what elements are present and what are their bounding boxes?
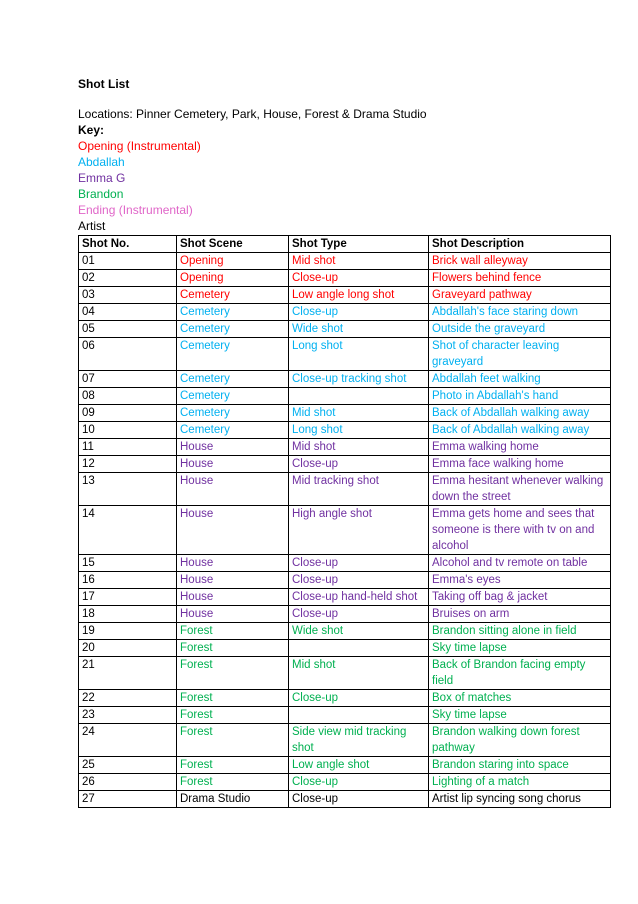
- shot-number-cell: 19: [79, 623, 177, 640]
- table-row: [79, 321, 611, 338]
- shot-scene-cell: Forest: [177, 757, 289, 774]
- key-item: Ending (Instrumental): [78, 203, 193, 217]
- shot-description-cell: Emma walking home: [429, 439, 611, 456]
- table-row: [79, 338, 611, 371]
- shot-number-cell: 11: [79, 439, 177, 456]
- shot-description-cell: Flowers behind fence: [429, 270, 611, 287]
- shot-description-cell: Bruises on arm: [429, 606, 611, 623]
- shot-scene-cell: Forest: [177, 690, 289, 707]
- shot-description-cell: Brandon sitting alone in field: [429, 623, 611, 640]
- shot-number-cell: 02: [79, 270, 177, 287]
- shot-description-cell: Sky time lapse: [429, 640, 611, 657]
- table-row: [79, 422, 611, 439]
- shot-number-cell: 10: [79, 422, 177, 439]
- header-shot-type: Shot Type: [289, 236, 429, 253]
- shot-description-cell: Graveyard pathway: [429, 287, 611, 304]
- shot-type-cell: Low angle long shot: [289, 287, 429, 304]
- shot-number-cell: 25: [79, 757, 177, 774]
- shot-description-cell: Abdallah feet walking: [429, 371, 611, 388]
- table-row: [79, 707, 611, 724]
- shot-scene-cell: Cemetery: [177, 388, 289, 405]
- shot-scene-cell: Cemetery: [177, 287, 289, 304]
- shot-type-cell: Wide shot: [289, 321, 429, 338]
- table-row: [79, 724, 611, 757]
- table-row: [79, 589, 611, 606]
- header-shot-scene: Shot Scene: [177, 236, 289, 253]
- shot-scene-cell: House: [177, 572, 289, 589]
- shot-scene-cell: Cemetery: [177, 321, 289, 338]
- shot-number-cell: 22: [79, 690, 177, 707]
- shot-number-cell: 27: [79, 791, 177, 808]
- shot-description-cell: Lighting of a match: [429, 774, 611, 791]
- key-item: Opening (Instrumental): [78, 139, 201, 153]
- table-row: [79, 555, 611, 572]
- shot-description-cell: Abdallah's face staring down: [429, 304, 611, 321]
- shot-description-cell: Shot of character leaving graveyard: [429, 338, 611, 371]
- shot-type-cell: Mid tracking shot: [289, 473, 429, 506]
- shot-number-cell: 20: [79, 640, 177, 657]
- shot-type-cell: Close-up: [289, 606, 429, 623]
- shot-number-cell: 01: [79, 253, 177, 270]
- shot-number-cell: 13: [79, 473, 177, 506]
- shot-scene-cell: House: [177, 473, 289, 506]
- header-shot-no: Shot No.: [79, 236, 177, 253]
- shot-scene-cell: Forest: [177, 657, 289, 690]
- shot-description-cell: Outside the graveyard: [429, 321, 611, 338]
- shot-type-cell: Close-up: [289, 456, 429, 473]
- header-shot-description: Shot Description: [429, 236, 611, 253]
- shot-number-cell: 05: [79, 321, 177, 338]
- shot-type-cell: Close-up: [289, 270, 429, 287]
- table-row: [79, 439, 611, 456]
- shot-number-cell: 23: [79, 707, 177, 724]
- table-row: [79, 388, 611, 405]
- shot-number-cell: 17: [79, 589, 177, 606]
- shot-scene-cell: House: [177, 456, 289, 473]
- shot-type-cell: Low angle shot: [289, 757, 429, 774]
- shot-description-cell: Back of Abdallah walking away: [429, 422, 611, 439]
- shot-description-cell: Alcohol and tv remote on table: [429, 555, 611, 572]
- table-row: [79, 405, 611, 422]
- shot-description-cell: Emma's eyes: [429, 572, 611, 589]
- shot-scene-cell: House: [177, 439, 289, 456]
- shot-description-cell: Brandon walking down forest pathway: [429, 724, 611, 757]
- table-row: [79, 690, 611, 707]
- key-item: Emma G: [78, 171, 126, 185]
- shot-scene-cell: Drama Studio: [177, 791, 289, 808]
- table-row: [79, 757, 611, 774]
- shot-type-cell: Close-up: [289, 791, 429, 808]
- shot-description-cell: Brick wall alleyway: [429, 253, 611, 270]
- table-row: [79, 657, 611, 690]
- shot-description-cell: Emma face walking home: [429, 456, 611, 473]
- key-item: Artist: [78, 219, 106, 233]
- key-item: Brandon: [78, 187, 124, 201]
- table-row: [79, 506, 611, 555]
- shot-scene-cell: House: [177, 506, 289, 555]
- shot-description-cell: Taking off bag & jacket: [429, 589, 611, 606]
- table-row: [79, 253, 611, 270]
- shot-scene-cell: Cemetery: [177, 371, 289, 388]
- table-row: [79, 623, 611, 640]
- shot-type-cell: Mid shot: [289, 657, 429, 690]
- document-title: Shot List: [78, 77, 130, 91]
- shot-type-cell: [289, 707, 429, 724]
- shot-type-cell: Mid shot: [289, 439, 429, 456]
- table-row: [79, 287, 611, 304]
- shot-type-cell: Close-up hand-held shot: [289, 589, 429, 606]
- shot-scene-cell: House: [177, 589, 289, 606]
- shot-type-cell: Long shot: [289, 338, 429, 371]
- locations-line: Locations: Pinner Cemetery, Park, House, Forest & Drama Studio: [78, 107, 427, 121]
- table-header-row: [79, 236, 611, 253]
- shot-type-cell: Wide shot: [289, 623, 429, 640]
- table-row: [79, 640, 611, 657]
- shot-number-cell: 26: [79, 774, 177, 791]
- shot-description-cell: Back of Abdallah walking away: [429, 405, 611, 422]
- shot-type-cell: High angle shot: [289, 506, 429, 555]
- shot-scene-cell: Cemetery: [177, 304, 289, 321]
- shot-type-cell: Close-up tracking shot: [289, 371, 429, 388]
- shot-type-cell: [289, 640, 429, 657]
- shot-description-cell: Artist lip syncing song chorus: [429, 791, 611, 808]
- shot-scene-cell: Cemetery: [177, 338, 289, 371]
- shot-description-cell: Emma hesitant whenever walking down the street: [429, 473, 611, 506]
- shot-scene-cell: Forest: [177, 724, 289, 757]
- shot-type-cell: Close-up: [289, 304, 429, 321]
- shot-type-cell: Long shot: [289, 422, 429, 439]
- shot-number-cell: 06: [79, 338, 177, 371]
- table-row: [79, 774, 611, 791]
- shot-number-cell: 08: [79, 388, 177, 405]
- shot-scene-cell: Cemetery: [177, 422, 289, 439]
- shot-scene-cell: House: [177, 555, 289, 572]
- shot-number-cell: 14: [79, 506, 177, 555]
- shot-description-cell: Back of Brandon facing empty field: [429, 657, 611, 690]
- shot-list-table: [78, 235, 611, 808]
- shot-scene-cell: Opening: [177, 270, 289, 287]
- shot-scene-cell: Forest: [177, 707, 289, 724]
- shot-type-cell: Mid shot: [289, 253, 429, 270]
- shot-type-cell: [289, 388, 429, 405]
- shot-scene-cell: Forest: [177, 774, 289, 791]
- table-row: [79, 270, 611, 287]
- shot-scene-cell: Opening: [177, 253, 289, 270]
- shot-type-cell: Side view mid tracking shot: [289, 724, 429, 757]
- key-label: Key:: [78, 123, 105, 137]
- shot-description-cell: Sky time lapse: [429, 707, 611, 724]
- shot-description-cell: Emma gets home and sees that someone is there with tv on and alcohol: [429, 506, 611, 555]
- key-legend: [78, 138, 613, 234]
- shot-number-cell: 15: [79, 555, 177, 572]
- shot-type-cell: Close-up: [289, 555, 429, 572]
- shot-number-cell: 03: [79, 287, 177, 304]
- shot-type-cell: Mid shot: [289, 405, 429, 422]
- shot-number-cell: 04: [79, 304, 177, 321]
- shot-number-cell: 12: [79, 456, 177, 473]
- shot-description-cell: Box of matches: [429, 690, 611, 707]
- shot-scene-cell: Forest: [177, 623, 289, 640]
- shot-type-cell: Close-up: [289, 572, 429, 589]
- table-row: [79, 791, 611, 808]
- shot-description-cell: Brandon staring into space: [429, 757, 611, 774]
- shot-number-cell: 24: [79, 724, 177, 757]
- shot-number-cell: 09: [79, 405, 177, 422]
- shot-number-cell: 21: [79, 657, 177, 690]
- shot-scene-cell: Cemetery: [177, 405, 289, 422]
- shot-type-cell: Close-up: [289, 690, 429, 707]
- shot-description-cell: Photo in Abdallah's hand: [429, 388, 611, 405]
- shot-number-cell: 16: [79, 572, 177, 589]
- shot-number-cell: 07: [79, 371, 177, 388]
- shot-scene-cell: House: [177, 606, 289, 623]
- key-item: Abdallah: [78, 155, 125, 169]
- shot-scene-cell: Forest: [177, 640, 289, 657]
- document-page: [78, 76, 613, 808]
- table-row: [79, 606, 611, 623]
- table-row: [79, 572, 611, 589]
- shot-number-cell: 18: [79, 606, 177, 623]
- table-row: [79, 371, 611, 388]
- shot-type-cell: Close-up: [289, 774, 429, 791]
- table-row: [79, 473, 611, 506]
- table-row: [79, 456, 611, 473]
- table-row: [79, 304, 611, 321]
